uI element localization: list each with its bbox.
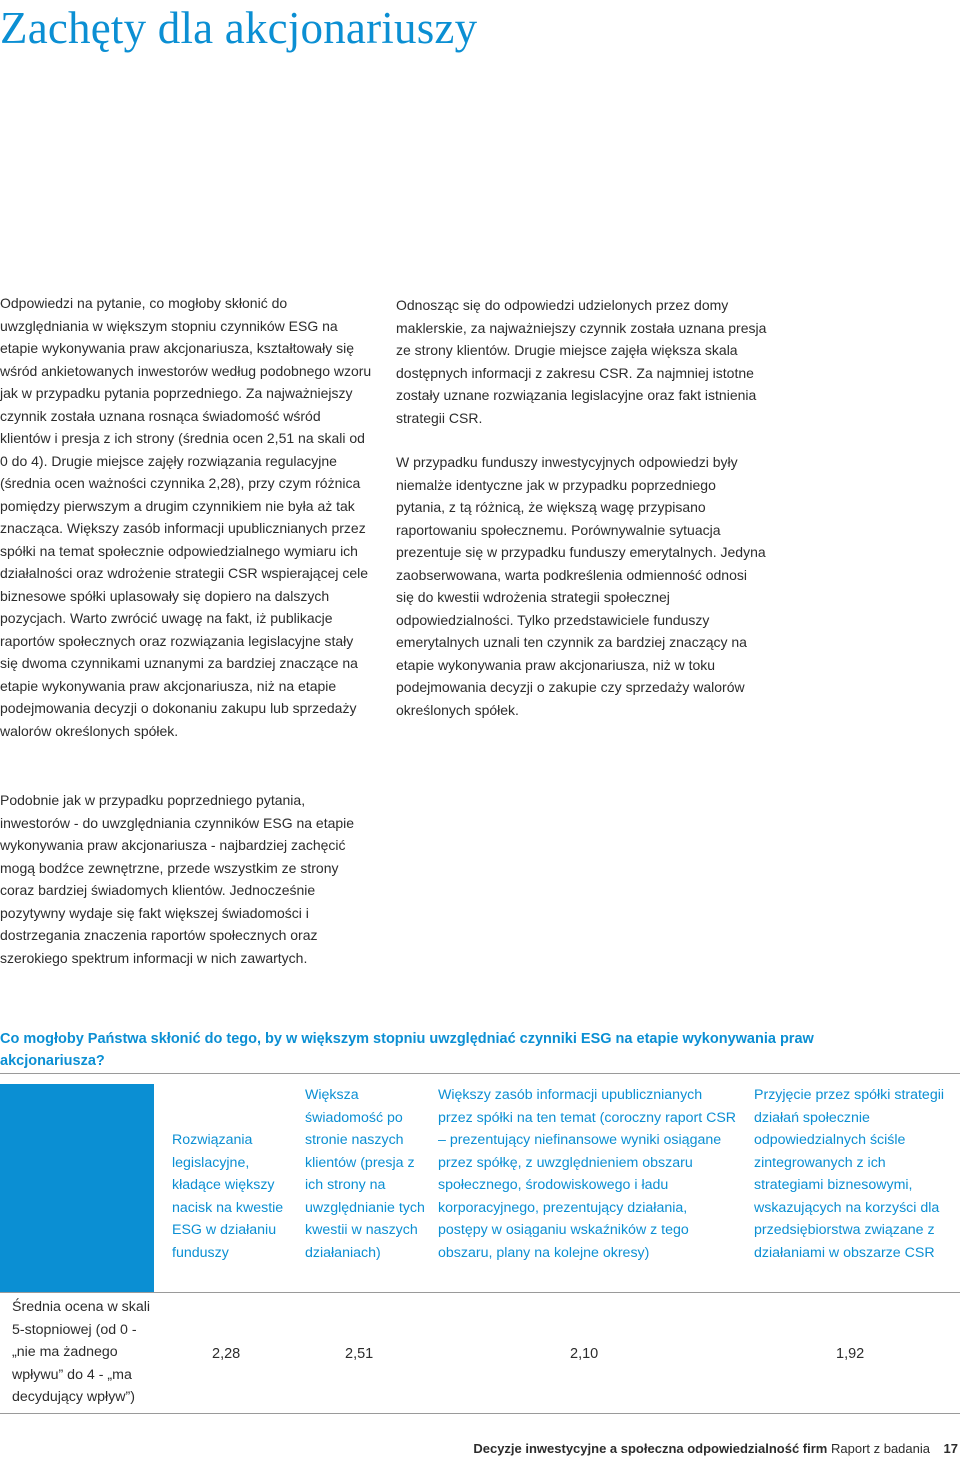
table-question: Co mogłoby Państwa skłonić do tego, by w większym stopniu uwzględniać czynniki ESG na etapie wykonywania praw akcjonariusza? — [0, 1031, 814, 1069]
footer-report-subtitle: Raport z badania — [830, 1441, 930, 1456]
body-paragraph-left-1: Odpowiedzi na pytanie, co mogłoby skłonić do uwzględniania w większym stopniu czynników ESG na etapie wykonywania praw akcjonariusza, kształtowały się wśród ankietowanych inwestorów według podobnego wzoru jak w przypadku pytania poprzedniego. Za najważniejszy czynnik została uznana rosnąca świadomość wśród klientów i presja z ich strony (średnia ocen 2,51 na skali od 0 do 4). Drugie miejsce zajęły rozwiązania regulacyjne (średnia ocen ważności czynnika 2,28), przy czym różnica pomiędzy pierwszym a drugim czynnikiem nie była aż tak znacząca. Większy zasób informacji upublicznianych przez spółki na temat społecznie odpowiedzialnego wymiaru ich działalności oraz wdrożenie strategii CSR wspierającej cele biznesowe spółki uplasowały się dopiero na dalszych pozycjach. Warto zwrócić uwagę na fakt, iż publikacje raportów społecznych oraz rozwiązania legislacyjne stały się dwoma czynnikami uznanymi za bardziej znaczące na etapie wykonywania praw akcjonariusza, niż na etapie podejmowania decyzji o dokonaniu zakupu lub sprzedaży walorów określonych spółek. — [0, 295, 372, 739]
footer-title — [473, 1439, 930, 1459]
table-header-client-awareness: Większa świadomość po stronie naszych klientów (presja z ich strony na uwzględnianie tych kwestii w naszych działaniach) — [305, 1087, 425, 1261]
table-header-legislation: Rozwiązania legislacyjne, kładące większy nacisk na kwestie ESG w działaniu funduszy — [172, 1132, 284, 1261]
table-value-information: 2,10 — [570, 1346, 599, 1362]
footer-report-title: Decyzje inwestycyjne a społeczna odpowiedzialność firm — [473, 1441, 828, 1456]
table-value-csr-strategy: 1,92 — [836, 1346, 865, 1362]
body-paragraph-left-2: Podobnie jak w przypadku poprzedniego pytania, inwestorów - do uwzględniania czynników ESG na etapie wykonywania praw akcjonariusza - najbardziej zachęcić mogą bodźce zewnętrzne, przede wszystkim ze strony coraz bardziej świadomych klientów. Jednocześnie pozytywny wydaje się fakt większej świadomości i dostrzegania znaczenia raportów społecznych oraz szerokiego spektrum informacji w nich zawartych. — [0, 792, 355, 966]
page-title: Zachęty dla akcjonariuszy — [0, 3, 478, 53]
table-value-client-awareness: 2,51 — [345, 1346, 374, 1362]
page-number: 17 — [943, 1441, 958, 1456]
table-row-label: Średnia ocena w skali 5-stopniowej (od 0 - „nie ma żadnego wpływu” do 4 - „ma decydujący wpływ”) — [12, 1299, 151, 1405]
body-paragraph-right-2: W przypadku funduszy inwestycyjnych odpowiedzi były niemalże identyczne jak w przypadku poprzedniego pytania, z tą różnicą, że większą wagę przypisano raportowaniu społecznemu. Porównywalnie sytuacja prezentuje się w przypadku funduszy emerytalnych. Jedyna zaobserwowana, warta podkreślenia odmienność odnosi się do kwestii wdrożenia strategii społecznej odpowiedzialności. Tylko przedstawiciele funduszy emerytalnych uznali ten czynnik za bardziej znaczący na etapie wykonywania praw akcjonariusza, niż w toku podejmowania decyzji o zakupie czy sprzedaży walorów określonych spółek. — [396, 454, 766, 718]
table-bottom-rule — [0, 1413, 960, 1414]
table-header-csr-strategy: Przyjęcie przez spółki strategii działań społecznie odpowiedzialnych ściśle zintegrowanych z ich strategiami biznesowymi, wskazujących na korzyści dla przedsiębiorstwa związane z działaniami w obszarze CSR — [754, 1087, 945, 1261]
body-paragraph-right-1: Odnosząc się do odpowiedzi udzielonych przez domy maklerskie, za najważniejszy czynnik została uznana presja ze strony klientów. Drugie miejsce zajęła większa skala dostępnych informacji z zakresu CSR. Za najmniej istotne zostały uznane rozwiązania legislacyjne oraz fakt istnienia strategii CSR. — [396, 297, 767, 426]
table-top-rule — [0, 1073, 960, 1074]
table-value-legislation: 2,28 — [212, 1346, 241, 1362]
table-header-information: Większy zasób informacji upublicznianych przez spółki na ten temat (coroczny raport CSR – prezentujący niefinansowe wyniki osiągane przez spółkę, z uwzględnieniem obszaru społecznego, środowiskowego i ładu korporacyjnego, prezentujący działania, postępy w osiąganiu wskaźników z tego obszaru, plany na kolejne okresy) — [438, 1087, 737, 1261]
table-header-accent — [0, 1084, 154, 1292]
table-header-rule — [0, 1292, 960, 1293]
